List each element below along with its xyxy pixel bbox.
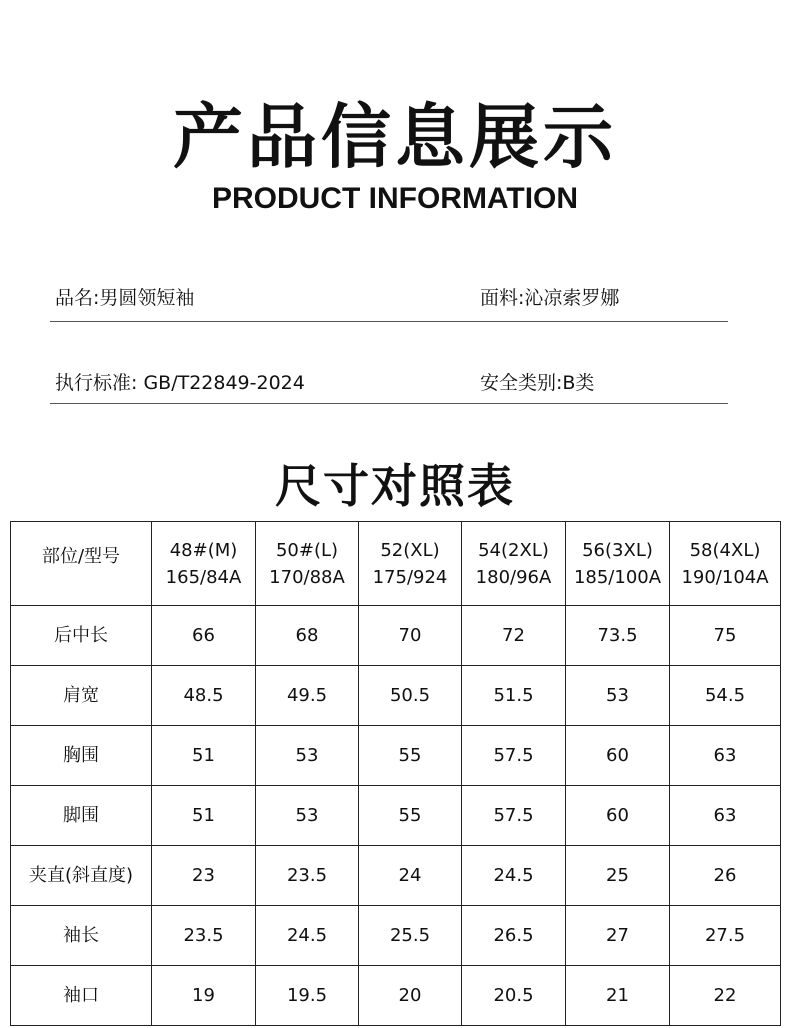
measurement-value-cell: 26.5 (462, 906, 566, 966)
measurement-label-cell: 袖长 (11, 906, 152, 966)
safety-category-label: 安全类别:B类 (480, 372, 595, 394)
size-spec: 190/104A (681, 566, 769, 588)
size-header-row (11, 522, 781, 606)
corner-header-cell: 部位/型号 (11, 522, 152, 606)
measurement-value-cell: 68 (256, 606, 359, 666)
standard-label: 执行标准: GB/T22849-2024 (55, 372, 305, 394)
measurement-value-cell: 23 (152, 846, 256, 906)
size-spec: 175/924 (372, 566, 448, 588)
page-title-english: PRODUCT INFORMATION (211, 182, 579, 215)
measurement-value-cell: 48.5 (152, 666, 256, 726)
measurement-value-cell: 60 (566, 786, 670, 846)
measurement-row (11, 846, 781, 906)
measurement-row (11, 786, 781, 846)
measurement-value-cell: 72 (462, 606, 566, 666)
size-code: 50#(L) (275, 539, 339, 561)
measurement-value-cell: 51 (152, 786, 256, 846)
measurement-value-cell: 25 (566, 846, 670, 906)
info-divider-2 (50, 403, 728, 404)
measurement-value-cell: 63 (670, 786, 781, 846)
measurement-value-cell: 51.5 (462, 666, 566, 726)
measurement-row (11, 666, 781, 726)
measurement-row (11, 726, 781, 786)
measurement-value-cell: 53 (566, 666, 670, 726)
product-name-label: 品名:男圆领短袖 (55, 287, 195, 309)
measurement-label-cell: 后中长 (11, 606, 152, 666)
measurement-value-cell: 51 (152, 726, 256, 786)
measurement-value-cell: 63 (670, 726, 781, 786)
size-chart-title: 尺寸对照表 (275, 459, 515, 513)
measurement-value-cell: 23.5 (152, 906, 256, 966)
measurement-label-cell: 脚围 (11, 786, 152, 846)
size-code: 48#(M) (169, 539, 238, 561)
measurement-row (11, 906, 781, 966)
measurement-value-cell: 53 (256, 786, 359, 846)
size-chart-table (10, 521, 781, 1026)
size-header-cell (359, 522, 462, 606)
measurement-value-cell: 57.5 (462, 726, 566, 786)
size-header-cell (256, 522, 359, 606)
measurement-row (11, 966, 781, 1026)
measurement-label-cell: 胸围 (11, 726, 152, 786)
size-code: 58(4XL) (689, 539, 761, 561)
measurement-value-cell: 49.5 (256, 666, 359, 726)
measurement-label-cell: 夹直(斜直度) (11, 846, 152, 906)
size-header-cell (462, 522, 566, 606)
measurement-value-cell: 54.5 (670, 666, 781, 726)
size-spec: 170/88A (269, 566, 345, 588)
size-spec: 185/100A (573, 566, 662, 588)
measurement-row (11, 606, 781, 666)
size-spec: 165/84A (165, 566, 242, 588)
measurement-value-cell: 50.5 (359, 666, 462, 726)
measurement-value-cell: 60 (566, 726, 670, 786)
size-header-cell (566, 522, 670, 606)
measurement-value-cell: 70 (359, 606, 462, 666)
measurement-value-cell: 55 (359, 726, 462, 786)
size-spec: 180/96A (475, 566, 552, 588)
size-code: 52(XL) (380, 539, 440, 561)
measurement-value-cell: 27 (566, 906, 670, 966)
measurement-value-cell: 20 (359, 966, 462, 1026)
fabric-label: 面料:沁凉索罗娜 (480, 287, 620, 309)
info-divider-1 (50, 321, 728, 322)
measurement-label-cell: 肩宽 (11, 666, 152, 726)
measurement-value-cell: 53 (256, 726, 359, 786)
measurement-value-cell: 24.5 (462, 846, 566, 906)
measurement-value-cell: 55 (359, 786, 462, 846)
size-header-cell (670, 522, 781, 606)
measurement-value-cell: 21 (566, 966, 670, 1026)
size-code: 54(2XL) (478, 539, 549, 561)
measurement-value-cell: 22 (670, 966, 781, 1026)
measurement-value-cell: 26 (670, 846, 781, 906)
measurement-value-cell: 75 (670, 606, 781, 666)
measurement-value-cell: 20.5 (462, 966, 566, 1026)
measurement-value-cell: 23.5 (256, 846, 359, 906)
measurement-value-cell: 25.5 (359, 906, 462, 966)
measurement-value-cell: 19 (152, 966, 256, 1026)
measurement-value-cell: 24 (359, 846, 462, 906)
measurement-label-cell: 袖口 (11, 966, 152, 1026)
size-header-cell (152, 522, 256, 606)
measurement-value-cell: 57.5 (462, 786, 566, 846)
measurement-value-cell: 66 (152, 606, 256, 666)
size-code: 56(3XL) (582, 539, 653, 561)
measurement-value-cell: 27.5 (670, 906, 781, 966)
measurement-value-cell: 73.5 (566, 606, 670, 666)
measurement-value-cell: 24.5 (256, 906, 359, 966)
measurement-value-cell: 19.5 (256, 966, 359, 1026)
page-title-chinese: 产品信息展示 (173, 96, 617, 178)
